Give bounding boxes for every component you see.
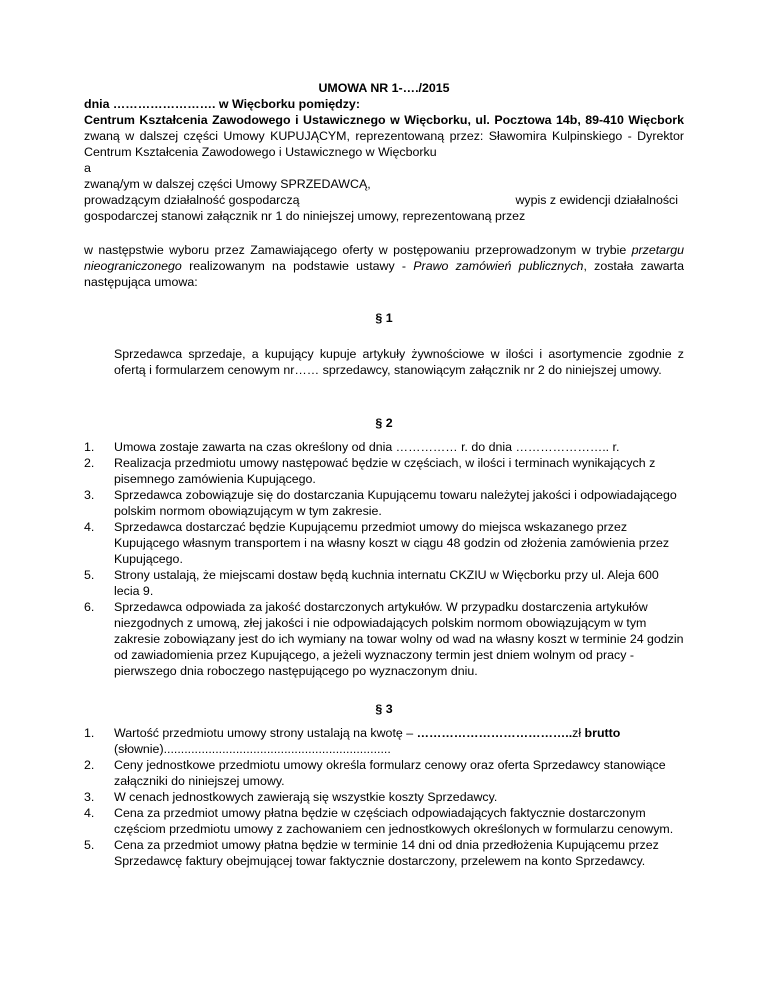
list-item (84, 487, 684, 519)
item-number: 3. (84, 789, 95, 804)
intro-paragraph (84, 242, 684, 290)
activity-left: prowadzącym działalność gospodarczą (84, 193, 300, 207)
item-text: Sprzedawca zobowiązuje się do dostarczania Kupującemu towaru należytej jakości i odpowiadającego polskim normom obowiązującym w tym zakresie. (114, 487, 677, 518)
intro-text-1: w następstwie wyboru przez Zamawiającego oferty w postępowaniu przeprowadzonym w trybie (84, 243, 632, 257)
list-item (84, 789, 684, 805)
seller-line: zwaną/ym w dalszej części Umowy SPRZEDAWCĄ, (84, 177, 371, 191)
list-item (84, 519, 684, 567)
item-text: Cena za przedmiot umowy płatna będzie w terminie 14 dni od dnia przedłożenia Kupującemu przez Sprzedawcę faktury obejmującej towar faktycznie dostarczony, przelewem na konto Sprzedawcy. (114, 837, 659, 868)
list-item (84, 567, 684, 599)
section-3-list (84, 725, 684, 869)
item-number: 3. (84, 487, 95, 502)
item-text: Umowa zostaje zawarta na czas określony od dnia …………… r. do dnia ………………….. r. (114, 439, 620, 454)
section-1-text: Sprzedawca sprzedaje, a kupujący kupuje artykuły żywnościowe w ilości i asortymencie zgodnie z ofertą i formularzem cenowym nr…… sprzedawcy, stanowiącym załącznik nr 2 do niniejszej umowy. (114, 347, 684, 378)
list-item (84, 725, 684, 757)
activity-right: wypis z ewidencji działalności (515, 193, 678, 207)
conjunction: a (84, 161, 91, 175)
item-text: Sprzedawca dostarczać będzie Kupującemu przedmiot umowy do miejsca wskazanego przez Kupującego własnym transportem i na własny koszt w ciągu 48 godzin od złożenia zamówienia przez Kupującego. (114, 519, 670, 566)
section-3-heading: § 3 (375, 701, 393, 716)
item-number: 2. (84, 757, 95, 772)
buyer-paragraph (84, 112, 684, 160)
activity-row (84, 192, 684, 208)
item-number: 2. (84, 455, 95, 470)
item-number: 1. (84, 439, 95, 454)
section-2-list (84, 439, 684, 679)
words-placeholder: (słownie).................................................................. (114, 741, 391, 756)
activity-line2: gospodarczej stanowi załącznik nr 1 do niniejszej umowy, reprezentowaną przez (84, 209, 526, 223)
date-line: dnia ……………………. w Więcborku pomiędzy: (84, 97, 360, 111)
item-text: Cena za przedmiot umowy płatna będzie w częściach odpowiadających faktycznie dostarczonym częściom przedmiotu umowy z zachowaniem cen jednostkowych określonych w formularzu cenowym. (114, 805, 674, 836)
list-item (84, 757, 684, 789)
item-text: Sprzedawca odpowiada za jakość dostarczonych artykułów. W przypadku dostarczenia artykułów niezgodnych z umową, złej jakości i nie odpowiadających polskim normom obowiązującym w tym zakresie zobowiązany jest do ich wymiany na towar wolny od wad na własny koszt w terminie 24 godzin od zawiadomienia przez Kupującego, a jeżeli wyznaczony termin jest dniem wolnym od pracy - pierwszego dnia roboczego następującego po wyznaczonym dniu. (114, 599, 684, 678)
intro-text-3: , została zawarta następująca umowa: (84, 259, 685, 289)
item-text: W cenach jednostkowych zawierają się wszystkie koszty Sprzedawcy. (114, 789, 498, 804)
intro-text-2: realizowanym na podstawie ustawy - (181, 259, 414, 273)
item-text: Wartość przedmiotu umowy strony ustalają na kwotę – (114, 725, 417, 740)
contract-title: UMOWA NR 1-…./2015 (318, 81, 450, 95)
item-number: 5. (84, 837, 95, 852)
item-text: Strony ustalają, że miejscami dostaw będą kuchnia internatu CKZIU w Więcborku przy ul. Aleja 600 lecia 9. (114, 567, 659, 598)
item-number: 5. (84, 567, 95, 582)
contract-document (84, 80, 684, 869)
list-item (84, 599, 684, 679)
brutto-label: brutto (584, 725, 621, 740)
item-number: 1. (84, 725, 95, 740)
buyer-name: Centrum Kształcenia Zawodowego i Ustawicznego w Więcborku, ul. Pocztowa 14b, 89-410 Więcbork (84, 113, 684, 127)
section-1-heading: § 1 (375, 311, 393, 325)
currency: zł (572, 725, 585, 740)
list-item (84, 805, 684, 837)
list-item (84, 455, 684, 487)
intro-italic-1: przetargu nieograniczonego (84, 243, 684, 273)
item-text: Realizacja przedmiotu umowy następować będzie w częściach, w ilości i terminach wynikających z pisemnego zamówienia Kupującego. (114, 455, 656, 486)
buyer-description: zwaną w dalszej części Umowy KUPUJĄCYM, reprezentowaną przez: Sławomira Kulpinskiego - Dyrektor Centrum Kształcenia Zawodowego i Ustawicznego w Więcborku (84, 129, 684, 159)
intro-italic-2: Prawo zamówień publicznych (413, 259, 584, 273)
item-number: 4. (84, 805, 95, 820)
item-number: 4. (84, 519, 95, 534)
list-item (84, 837, 684, 869)
amount-placeholder: ……………………………….. (416, 725, 573, 740)
item-text: Ceny jednostkowe przedmiotu umowy określa formularz cenowy oraz oferta Sprzedawcy stanowiące załączniki do niniejszej umowy. (114, 757, 666, 788)
section-2-heading: § 2 (375, 415, 393, 430)
item-number: 6. (84, 599, 95, 614)
list-item (84, 439, 684, 455)
